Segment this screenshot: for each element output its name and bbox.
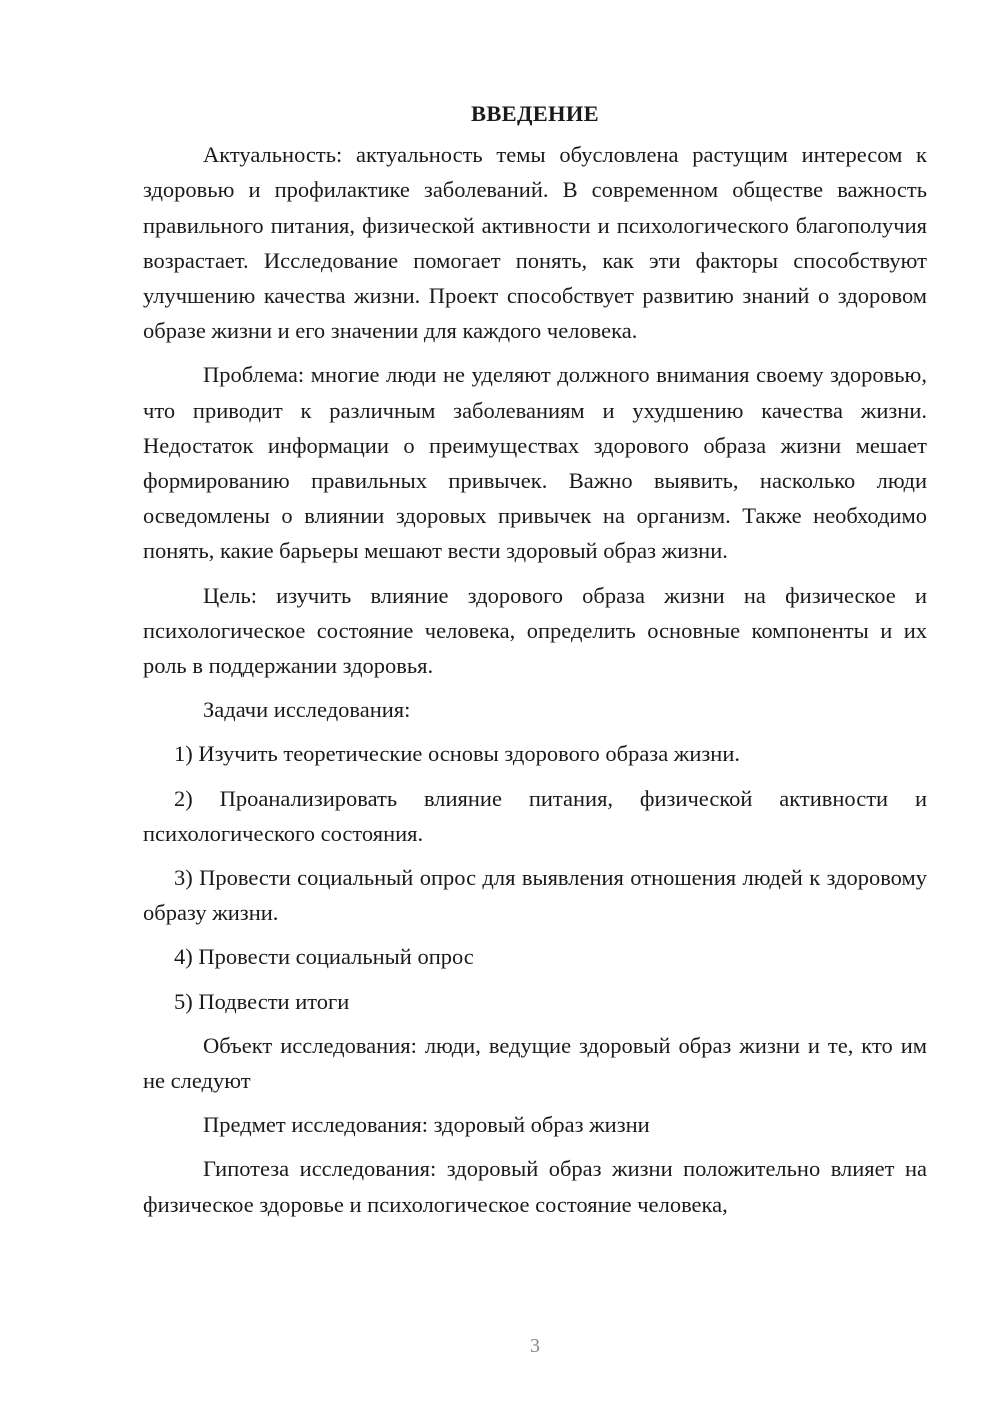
object-paragraph: Объект исследования: люди, ведущие здоровый образ жизни и те, кто им не следуют <box>143 1032 927 1094</box>
goal-paragraph: Цель: изучить влияние здорового образа жизни на физическое и психологическое состояние человека, определить основные компоненты и их роль в поддержании здоровья. <box>143 582 927 679</box>
task-item-1: 1) Изучить теоретические основы здорового образа жизни. <box>174 741 740 767</box>
task-item-4: 4) Провести социальный опрос <box>174 944 474 970</box>
subject-paragraph: Предмет исследования: здоровый образ жизни <box>203 1112 650 1138</box>
page-content <box>143 96 927 1222</box>
section-heading: ВВЕДЕНИЕ <box>471 101 599 126</box>
task-item-3: 3) Провести социальный опрос для выявления отношения людей к здоровому образу жизни. <box>143 865 927 926</box>
task-item-5: 5) Подвести итоги <box>174 988 350 1014</box>
page-number: 3 <box>530 1335 540 1357</box>
task-item-2: 2) Проанализировать влияние питания, физической активности и психологического состояния. <box>143 785 927 846</box>
problem-paragraph: Проблема: многие люди не уделяют должного внимания своему здоровью, что приводит к различным заболеваниям и ухудшению качества жизни. Недостаток информации о преимуществах здорового образа жизни мешает формированию правильных привычек. Важно выявить, насколько люди осведомлены о влиянии здоровых привычек на организм. Также необходимо понять, какие барьеры мешают вести здоровый образ жизни. <box>143 362 927 564</box>
hypothesis-paragraph: Гипотеза исследования: здоровый образ жизни положительно влияет на физическое здоровье и психологическое состояние человека, <box>143 1156 927 1217</box>
relevance-paragraph: Актуальность: актуальность темы обусловлена растущим интересом к здоровью и профилактике заболеваний. В современном обществе важность правильного питания, физической активности и психологического благополучия возрастает. Исследование помогает понять, как эти факторы способствуют улучшению качества жизни. Проект способствует развитию знаний о здоровом образе жизни и его значении для каждого человека. <box>143 142 927 344</box>
tasks-title: Задачи исследования: <box>203 697 411 723</box>
